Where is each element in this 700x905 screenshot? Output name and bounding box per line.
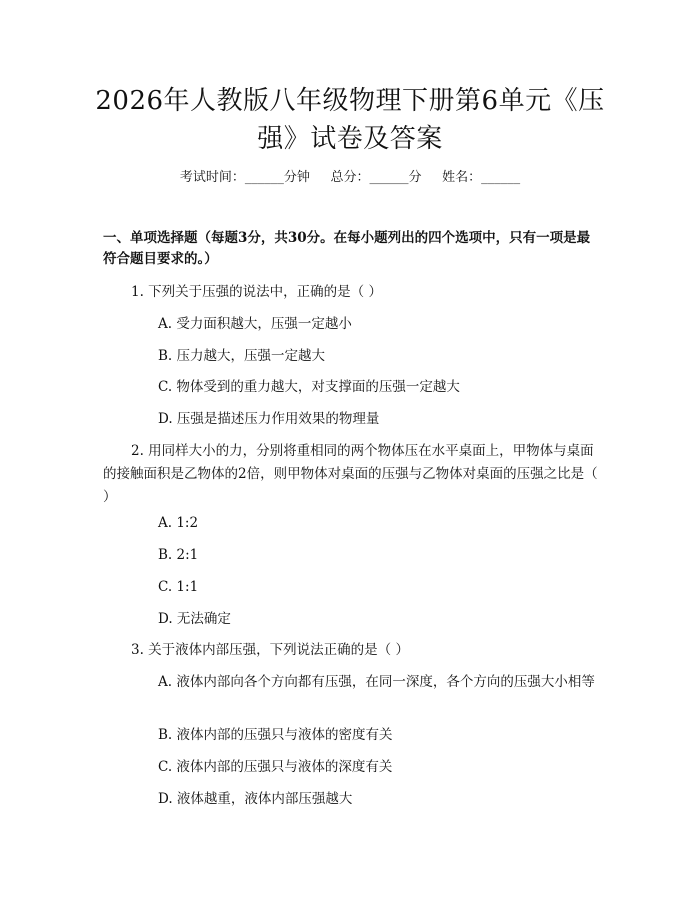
question-1-option-d: D. 压强是描述压力作用效果的物理量 (158, 411, 380, 427)
question-1-stem: 1. 下列关于压强的说法中，正确的是（ ） (131, 284, 382, 300)
exam-info-line: 考试时间：______分钟 总分：______分 姓名：______ (179, 170, 521, 185)
question-3-option-b: B. 液体内部的压强只与液体的密度有关 (158, 727, 393, 743)
question-2-stem: 2. 用同样大小的力，分别将重相同的两个物体压在水平桌面上，甲物体与桌面的接触面积是乙物体的2倍，则甲物体对桌面的压强与乙物体对桌面的压强之比是（ ） (103, 443, 598, 505)
question-1-option-a: A. 受力面积越大，压强一定越小 (158, 316, 352, 332)
question-2-option-a: A. 1:2 (158, 515, 199, 531)
question-2-option-b: B. 2:1 (158, 547, 199, 563)
document-title: 2026年人教版八年级物理下册第6单元《压强》试卷及答案 (95, 86, 605, 154)
question-1-option-b: B. 压力越大，压强一定越大 (158, 348, 326, 364)
question-3-option-c: C. 液体内部的压强只与液体的深度有关 (158, 759, 393, 775)
section-heading: 一、单项选择题（每题3分，共30分。在每小题列出的四个选项中，只有一项是最符合题目要求的。） (103, 230, 591, 267)
question-2-option-c: C. 1:1 (158, 579, 199, 595)
question-3-option-a: A. 液体内部向各个方向都有压强，在同一深度，各个方向的压强大小相等 (158, 674, 595, 690)
question-1-option-c: C. 物体受到的重力越大，对支撑面的压强一定越大 (158, 379, 460, 395)
question-3-option-d: D. 液体越重，液体内部压强越大 (158, 791, 353, 807)
question-3-stem: 3. 关于液体内部压强，下列说法正确的是（ ） (131, 642, 409, 658)
question-2-option-d: D. 无法确定 (158, 611, 231, 627)
